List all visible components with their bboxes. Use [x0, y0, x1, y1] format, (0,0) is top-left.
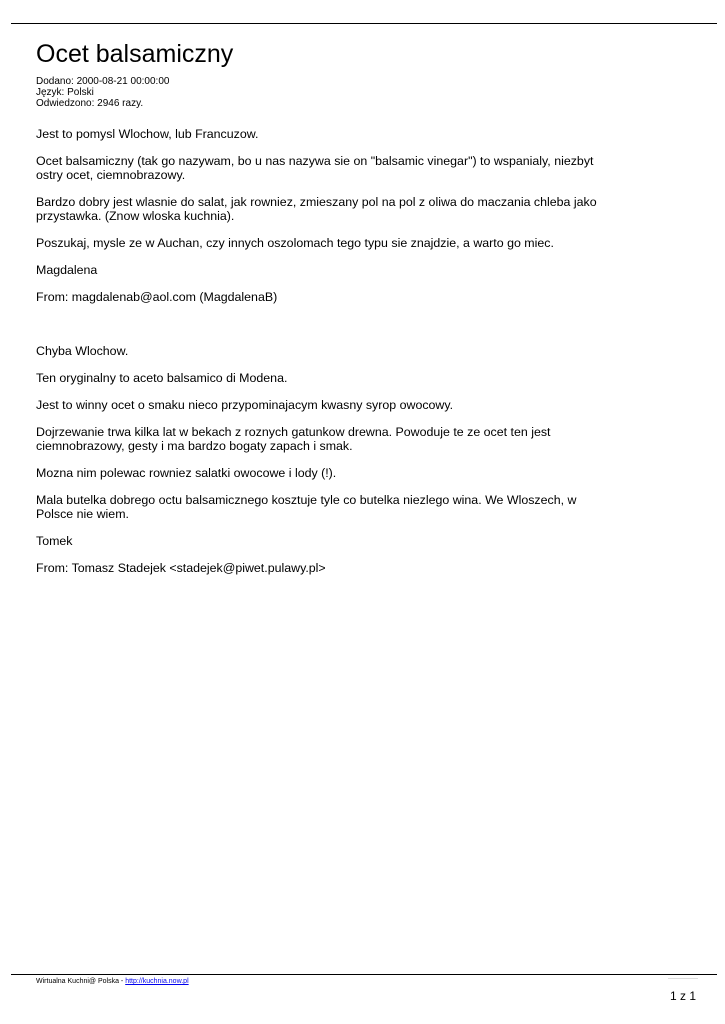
paragraph: Jest to winny ocet o smaku nieco przypominajacym kwasny syrop owocowy. [36, 398, 454, 412]
post-2 [36, 344, 601, 575]
footer-source [36, 977, 189, 986]
paragraph: Mala butelka dobrego octu balsamicznego kosztuje tyle co butelka niezlego wina. We Wloszech, w Polsce nie wiem. [36, 493, 577, 521]
post-1 [36, 127, 601, 304]
article-body [36, 127, 601, 588]
footer-site-link[interactable]: http://kuchnia.now.pl [125, 978, 189, 985]
meta-added: Dodano: 2000-08-21 00:00:00 [36, 76, 170, 87]
footer-site-name: Wirtualna Kuchni@ Polska - [36, 978, 126, 985]
paragraph: Mozna nim polewac rowniez salatki owocowe i lody (!). [36, 466, 337, 480]
page-title: Ocet balsamiczny [36, 40, 234, 68]
paragraph: Ten oryginalny to aceto balsamico di Modena. [36, 371, 288, 385]
meta-visits: Odwiedzono: 2946 razy. [36, 98, 144, 109]
footer-divider [11, 974, 717, 975]
article-meta [36, 76, 169, 109]
paragraph: Chyba Wlochow. [36, 344, 129, 358]
post-separator [36, 317, 601, 344]
paragraph: Ocet balsamiczny (tak go nazywam, bo u nas nazywa sie on "balsamic vinegar") to wspanialy, niezbyt ostry ocet, ciemnobrazowy. [36, 154, 594, 182]
paragraph: Dojrzewanie trwa kilka lat w bekach z roznych gatunkow drewna. Powoduje te ze ocet ten jest ciemnobrazowy, gesty i ma bardzo bogaty zapach i smak. [36, 425, 551, 453]
footer-faint-mark [668, 978, 698, 982]
post-author: From: Tomasz Stadejek <stadejek@piwet.pulawy.pl> [36, 561, 326, 575]
top-divider [11, 23, 717, 24]
post-signature: Magdalena [36, 263, 98, 277]
paragraph: Jest to pomysl Wlochow, lub Francuzow. [36, 127, 259, 141]
paragraph: Bardzo dobry jest wlasnie do salat, jak rowniez, zmieszany pol na pol z oliwa do maczania chleba jako przystawka. (Znow wloska kuchnia). [36, 195, 597, 223]
meta-language: Język: Polski [36, 87, 94, 98]
paragraph: Poszukaj, mysle ze w Auchan, czy innych oszolomach tego typu sie znajdzie, a warto go miec. [36, 236, 554, 250]
post-signature: Tomek [36, 534, 73, 548]
page-number: 1 z 1 [669, 989, 696, 1003]
post-author: From: magdalenab@aol.com (MagdalenaB) [36, 290, 278, 304]
